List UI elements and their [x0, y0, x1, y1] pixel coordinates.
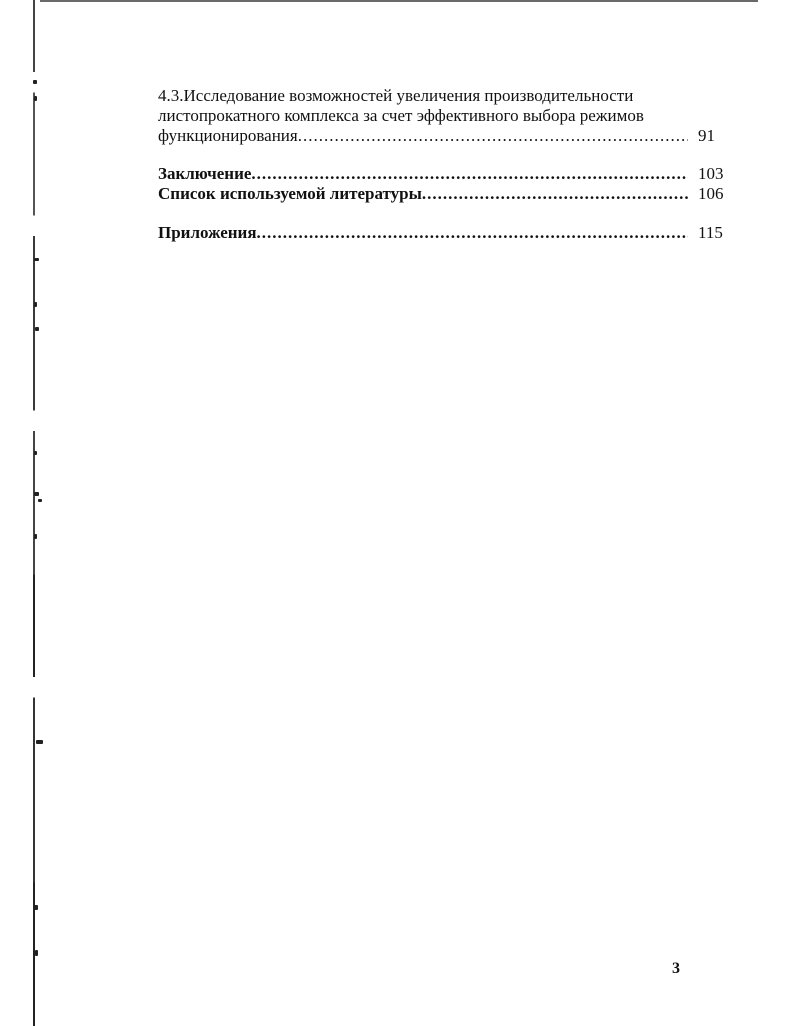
toc-entry-4-3	[158, 86, 732, 146]
toc-page-number: 115	[698, 223, 723, 242]
toc-entry-label: Заключение	[158, 164, 252, 183]
scan-speck	[33, 80, 37, 84]
toc-entry-text-line: 4.3.Исследование возможностей увеличения производительности	[158, 86, 634, 105]
toc-page-number: 103	[698, 164, 724, 183]
toc-leader-dots	[298, 126, 688, 146]
scan-top-edge	[40, 0, 758, 2]
toc-page-number: 91	[698, 126, 715, 145]
toc-leader-dots	[422, 184, 688, 204]
scan-speck	[38, 499, 42, 502]
toc-leader-dots	[251, 164, 688, 184]
toc-entry-label: функционирования	[158, 126, 298, 145]
toc-entry-last-line	[158, 126, 732, 146]
page-number: 3	[672, 960, 680, 977]
scan-speck	[34, 451, 37, 455]
scan-speck	[34, 302, 37, 307]
toc-entry-appendices	[158, 223, 732, 243]
toc-entry-references	[158, 184, 732, 204]
toc-page-number: 106	[698, 184, 724, 203]
scan-speck	[35, 327, 39, 331]
scan-speck	[34, 258, 39, 261]
scan-speck	[34, 96, 37, 101]
toc-entry-conclusion	[158, 164, 732, 184]
scan-speck	[34, 534, 37, 539]
toc-leader-dots	[257, 223, 688, 243]
scan-binding-edge	[33, 0, 35, 1026]
scan-speck	[36, 740, 43, 744]
scan-speck	[34, 905, 38, 910]
toc-entry-label: Список используемой литературы	[158, 184, 422, 203]
table-of-contents	[158, 86, 732, 243]
toc-entry-label: Приложения	[158, 223, 257, 242]
scan-speck	[34, 492, 39, 496]
toc-entry-text-line: листопрокатного комплекса за счет эффективного выбора режимов	[158, 106, 644, 125]
scan-speck	[35, 950, 38, 956]
